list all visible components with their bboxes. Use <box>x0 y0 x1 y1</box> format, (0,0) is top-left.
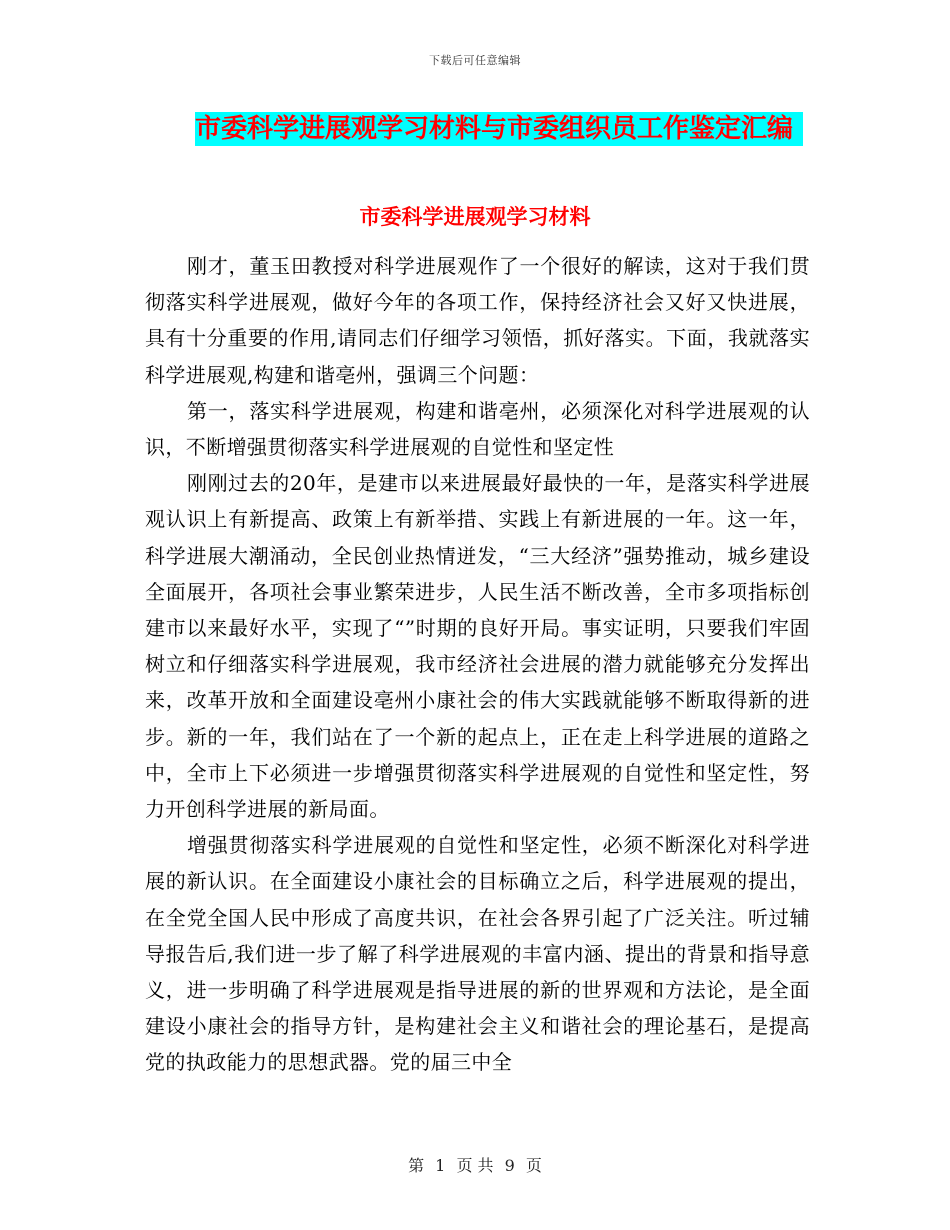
document-main-title: 市委科学进展观学习材料与市委组织员工作鉴定汇编 <box>195 112 803 146</box>
header-note: 下载后可任意编辑 <box>429 54 521 67</box>
page-prefix: 第 <box>408 1156 425 1175</box>
paragraph: 刚才，董玉田教授对科学进展观作了一个很好的解读，这对于我们贯彻落实科学进展观，做好今年的各项工作，保持经济社会又好又快进展，具有十分重要的作用,请同志们仔细学习领悟，抓好落实。下面，我就落实科学进展观,构建和谐亳州，强调三个问题： <box>145 254 810 387</box>
page-total-number: 9 <box>504 1156 515 1175</box>
section-title: 市委科学进展观学习材料 <box>359 204 591 229</box>
paragraph: 第一，落实科学进展观，构建和谐亳州，必须深化对科学进展观的认识，不断增强贯彻落实科学进展观的自觉性和坚定性 <box>145 398 810 460</box>
page-middle-text: 页 共 <box>456 1156 494 1175</box>
document-body <box>145 248 810 1081</box>
paragraph: 增强贯彻落实科学进展观的自觉性和坚定性，必须不断深化对科学进展的新认识。在全面建设小康社会的目标确立之后，科学进展观的提出，在全党全国人民中形成了高度共识，在社会各界引起了广泛关注。听过辅导报告后,我们进一步了解了科学进展观的丰富内涵、提出的背景和指导意义，进一步明确了科学进展观是指导进展的新的世界观和方法论，是全面建设小康社会的指导方针，是构建社会主义和谐社会的理论基石，是提高党的执政能力的思想武器。党的届三中全 <box>145 833 810 1075</box>
page-footer <box>0 1153 950 1176</box>
paragraph: 刚刚过去的20年，是建市以来进展最好最快的一年，是落实科学进展观认识上有新提高、政策上有新举措、实践上有新进展的一年。这一年，科学进展大潮涌动，全民创业热情迸发，“三大经济”强势推动，城乡建设全面展开，各项社会事业繁荣进步，人民生活不断改善，全市多项指标创建市以来最好水平，实现了“”时期的良好开局。事实证明，只要我们牢固树立和仔细落实科学进展观，我市经济社会进展的潜力就能够充分发挥出来，改革开放和全面建设亳州小康社会的伟大实践就能够不断取得新的进步。新的一年，我们站在了一个新的起点上，正在走上科学进展的道路之中，全市上下必须进一步增强贯彻落实科学进展观的自觉性和坚定性，努力开创科学进展的新局面。 <box>145 471 810 822</box>
page-current-number: 1 <box>435 1156 446 1175</box>
page-suffix: 页 <box>525 1156 542 1175</box>
